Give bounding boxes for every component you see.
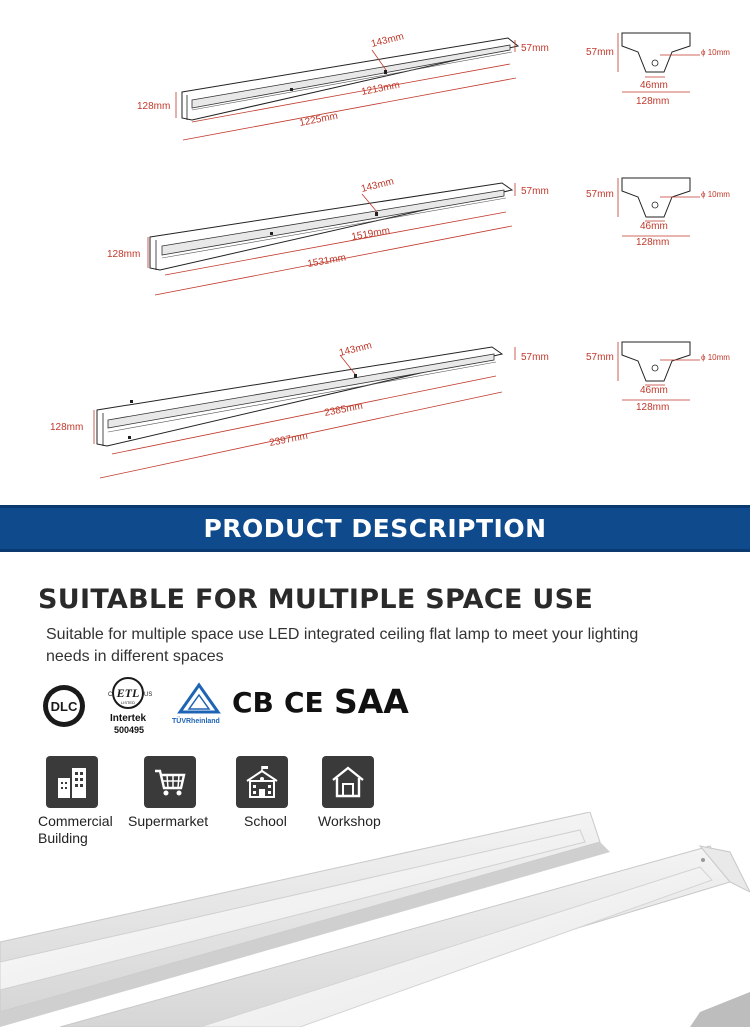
dimension-drawing-2 — [107, 176, 549, 295]
drawing-3-top-label: 143mm — [338, 340, 374, 359]
drawing-1-overall-length: 1225mm — [298, 110, 339, 129]
commercial-building-icon — [46, 756, 98, 808]
tuv-text: TÜVRheinland — [172, 718, 220, 725]
section-1-hole: ϕ 10mm — [701, 48, 730, 57]
section-2-inner-width: 46mm — [640, 221, 668, 232]
dimension-drawing-1 — [137, 31, 549, 140]
technical-drawings — [0, 0, 750, 500]
section-headline: SUITABLE FOR MULTIPLE SPACE USE — [38, 584, 594, 615]
section-description: Suitable for multiple space use LED integrated ceiling flat lamp to meet your lighting needs in different spaces — [46, 626, 639, 665]
etl-number: 500495 — [114, 725, 145, 735]
cross-section-2 — [586, 178, 730, 248]
section-3-hole: ϕ 10mm — [701, 353, 730, 362]
drawing-1-inner-length: 1213mm — [360, 79, 401, 98]
cb-mark: CB — [232, 686, 274, 719]
etl-listed: LISTED — [120, 700, 136, 705]
shopping-cart-icon — [144, 756, 196, 808]
section-3-width: 128mm — [636, 402, 670, 413]
etl-mark: ETL — [116, 686, 140, 700]
drawing-2-height-label: 128mm — [107, 249, 141, 260]
drawing-1-top-label: 143mm — [370, 31, 406, 50]
section-1-width: 128mm — [636, 96, 670, 107]
space-label-supermarket: Supermarket — [128, 813, 209, 829]
drawing-1-height-label: 128mm — [137, 101, 171, 112]
drawing-2-inner-length: 1519mm — [350, 225, 391, 243]
section-2-width: 128mm — [636, 237, 670, 248]
workshop-icon — [322, 756, 374, 808]
etl-c: C — [108, 692, 113, 698]
drawing-2-side-height: 57mm — [521, 186, 549, 197]
product-photo — [0, 812, 750, 1027]
space-label-workshop: Workshop — [318, 813, 381, 829]
space-label-school: School — [244, 813, 287, 829]
dlc-logo-icon — [42, 684, 86, 728]
dimension-drawing-3 — [50, 340, 549, 478]
dlc-logo-text: DLC — [50, 699, 78, 714]
section-2-hole: ϕ 10mm — [701, 190, 730, 199]
ce-mark: CE — [284, 686, 324, 719]
etl-us: US — [144, 692, 152, 698]
banner-title: PRODUCT DESCRIPTION — [203, 514, 547, 543]
drawing-3-side-height: 57mm — [521, 352, 549, 363]
space-label-commercial: Commercial Building — [38, 813, 113, 846]
tuv-logo-icon — [176, 682, 222, 716]
section-3-inner-width: 46mm — [640, 385, 668, 396]
drawing-2-overall-length: 1531mm — [306, 252, 347, 270]
saa-mark: SAA — [334, 682, 409, 721]
section-1-inner-width: 46mm — [640, 80, 668, 91]
section-1-height: 57mm — [586, 47, 614, 58]
certification-logos — [38, 676, 418, 742]
drawing-3-overall-length: 2397mm — [268, 430, 309, 449]
etl-brand: Intertek — [110, 713, 147, 724]
section-2-height: 57mm — [586, 189, 614, 200]
etl-logo-icon — [104, 676, 152, 712]
drawing-1-side-height: 57mm — [521, 43, 549, 54]
drawing-3-inner-length: 2385mm — [323, 400, 364, 419]
cross-section-3 — [586, 342, 730, 413]
product-description-banner — [0, 505, 750, 552]
school-icon — [236, 756, 288, 808]
drawing-2-top-label: 143mm — [360, 176, 396, 195]
drawing-3-height-label: 128mm — [50, 422, 84, 433]
section-3-height: 57mm — [586, 352, 614, 363]
cross-section-1 — [586, 33, 730, 107]
